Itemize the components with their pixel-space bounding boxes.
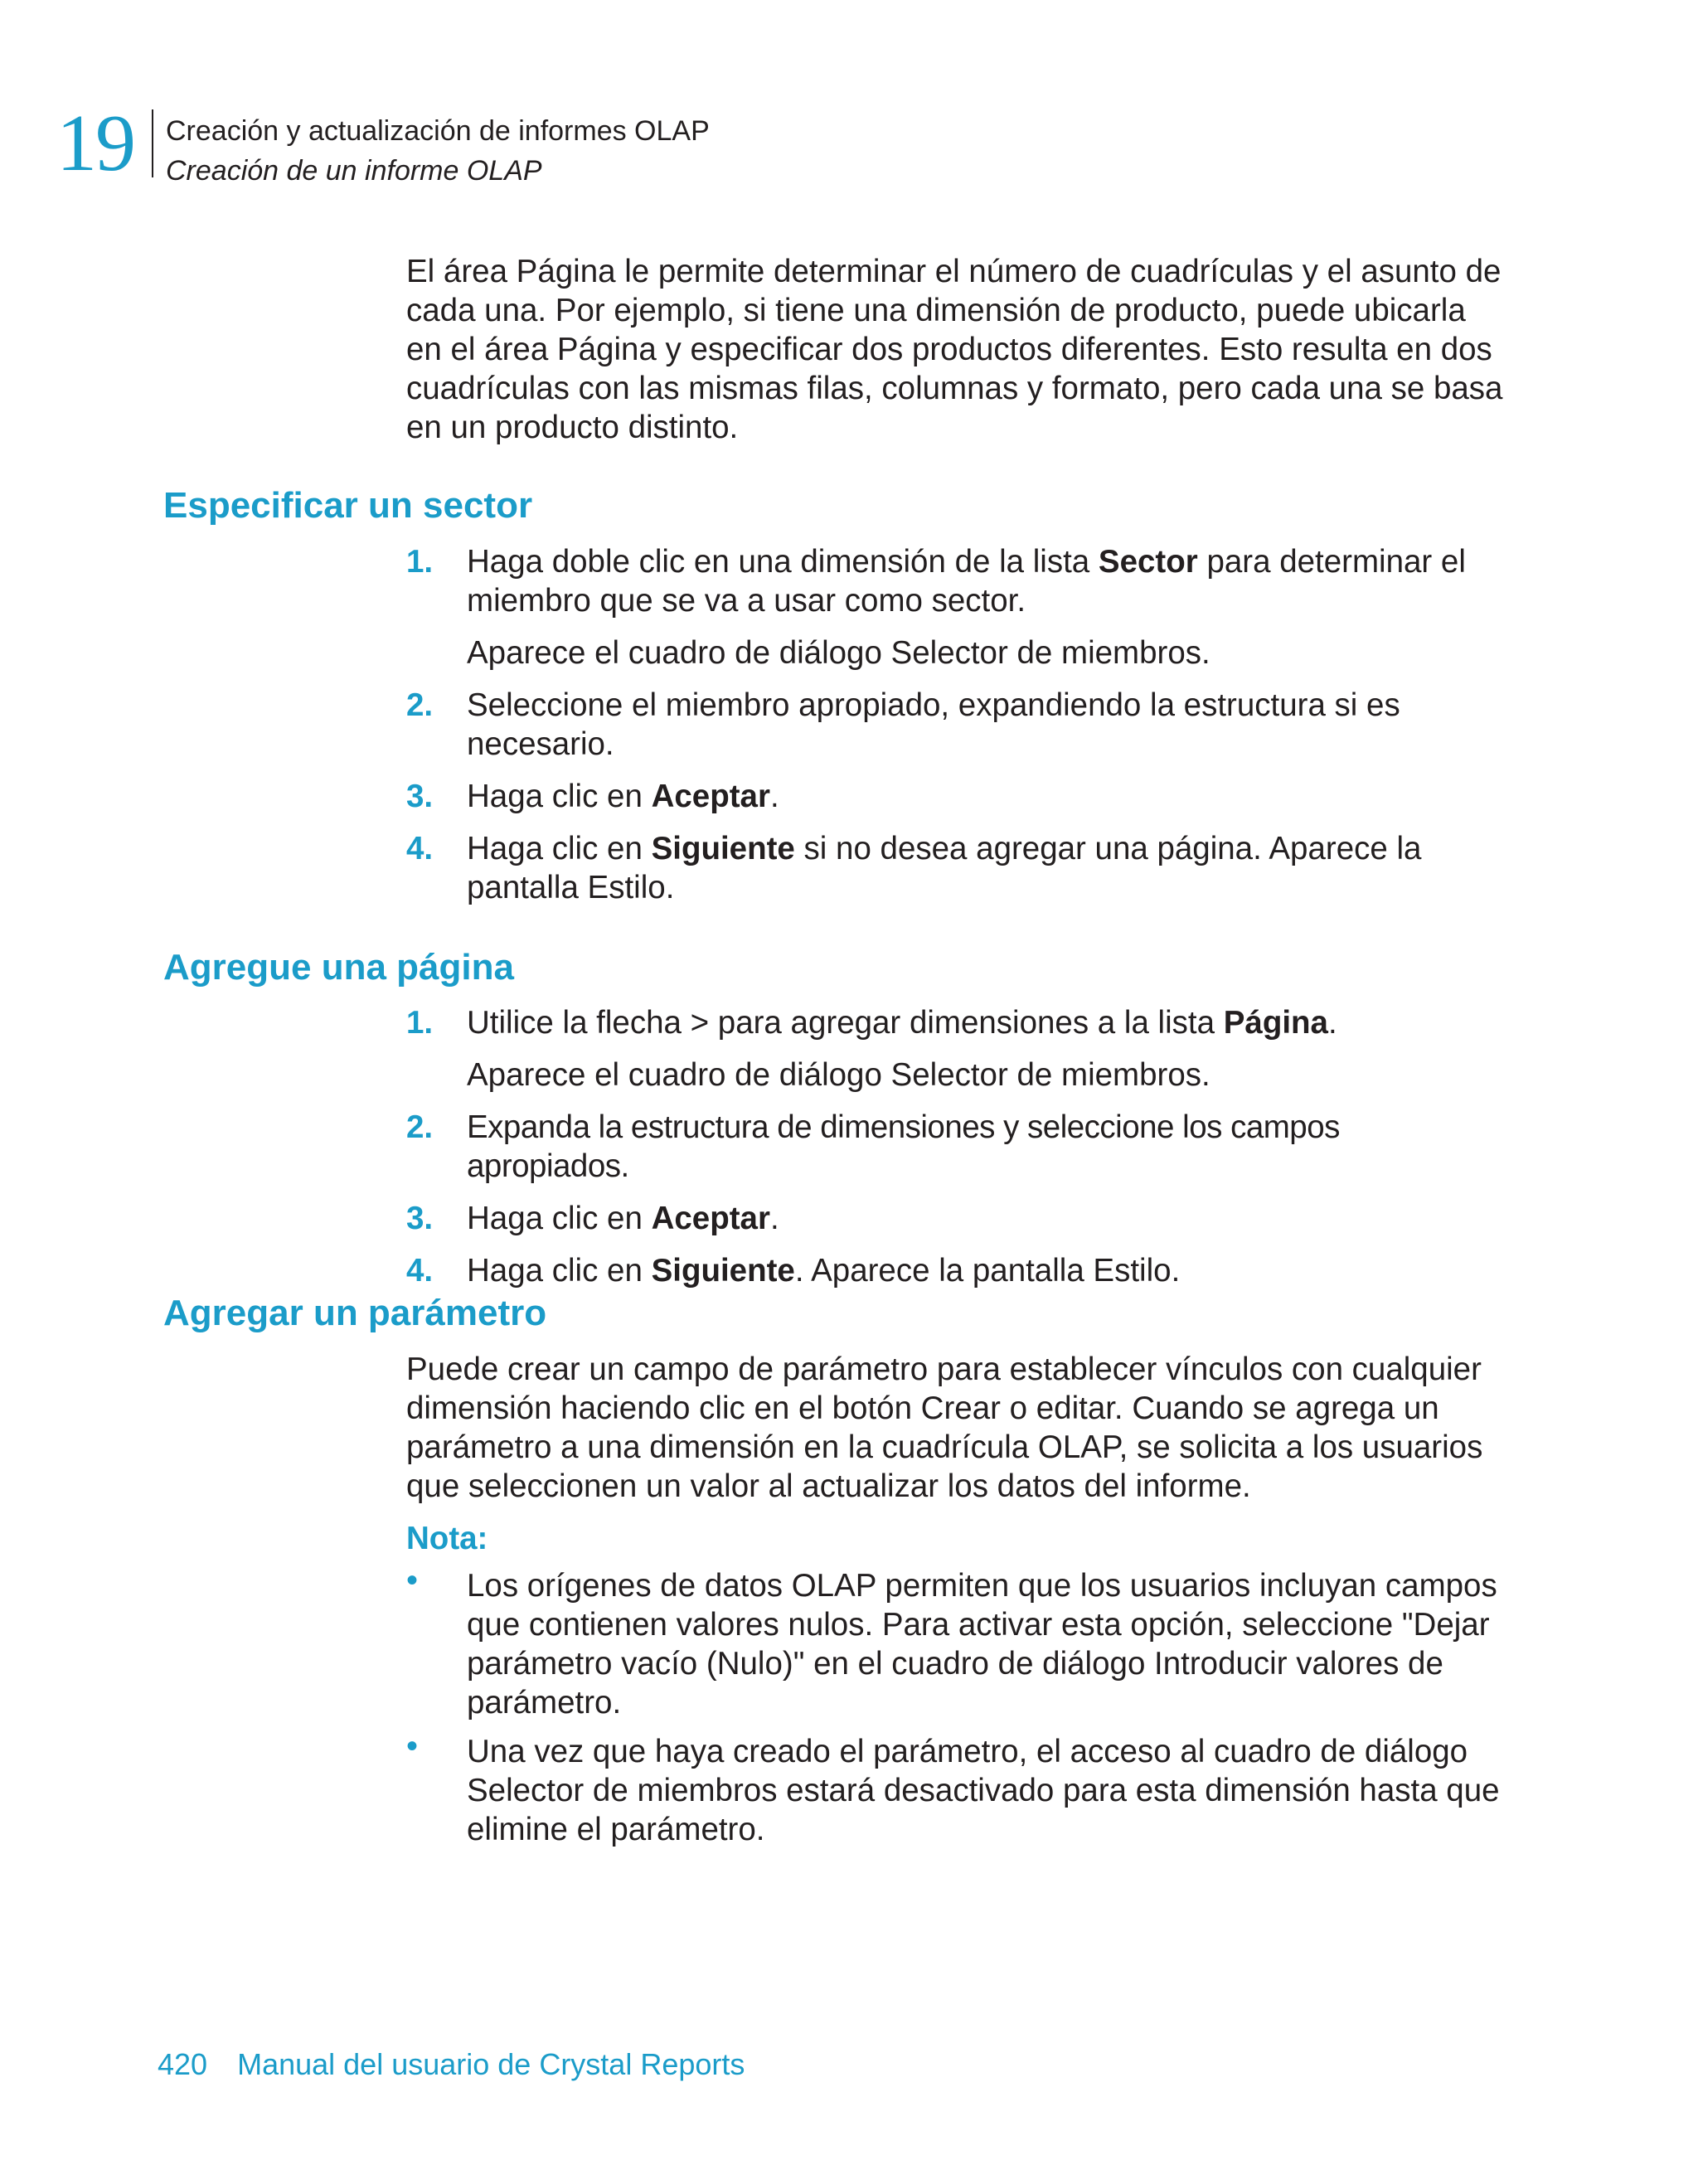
note-label: Nota:	[406, 1521, 488, 1556]
step-number: 4.	[406, 1253, 434, 1289]
step-bold: Sector	[1098, 544, 1198, 580]
step-text: .	[769, 779, 779, 814]
step-result: Aparece el cuadro de diálogo Selector de miembros.	[467, 1057, 1210, 1093]
page-footer	[158, 2045, 745, 2085]
bullet-text: Los orígenes de datos OLAP permiten que los usuarios incluyan campos que contienen valores nulos. Para activar esta opción, seleccione "Dejar parámetro vacío (Nulo)" en el cuadro de diálogo Introducir valores de parámetro.	[467, 1568, 1497, 1721]
parameter-paragraph: Puede crear un campo de parámetro para establecer vínculos con cualquier dimensión haciendo clic en el botón Crear o editar. Cuando se agrega un parámetro a una dimensión en la cuadrícula OLAP, se solicita a los usuarios que seleccionen un valor al actualizar los datos del informe.	[406, 1352, 1483, 1504]
list-item	[406, 1251, 1509, 1290]
section-title: Creación de un informe OLAP	[166, 155, 542, 187]
step-text: .	[769, 1201, 779, 1236]
page-number: 420	[158, 2047, 208, 2081]
note-bullets	[406, 1562, 1509, 1849]
list-item	[406, 1728, 1509, 1849]
step-text: Haga clic en	[467, 1253, 652, 1289]
running-header	[166, 111, 710, 191]
step-text: .	[1327, 1005, 1337, 1041]
parameter-block	[406, 1350, 1509, 1849]
step-number: 1.	[406, 1005, 434, 1041]
sector-steps-block	[406, 542, 1509, 907]
chapter-title: Creación y actualización de informes OLAP	[166, 115, 710, 147]
step-bold: Página	[1223, 1005, 1328, 1041]
bullet-icon: •	[406, 1728, 419, 1764]
step-bold: Siguiente	[651, 831, 795, 866]
list-item	[406, 1199, 1509, 1238]
list-item	[406, 686, 1509, 764]
page-steps-block	[406, 1003, 1509, 1290]
step-number: 2.	[406, 687, 434, 723]
step-number: 3.	[406, 1201, 434, 1236]
list-item	[406, 1003, 1509, 1094]
book-title: Manual del usuario de Crystal Reports	[237, 2047, 745, 2081]
step-text: Utilice la flecha > para agregar dimensiones a la lista	[467, 1005, 1224, 1041]
step-text: Expanda la estructura de dimensiones y seleccione los campos apropiados.	[467, 1109, 1340, 1184]
step-number: 3.	[406, 779, 434, 814]
step-text: Haga clic en	[467, 1201, 652, 1236]
chapter-number: 19	[56, 99, 134, 188]
page-heading: Agregue una página	[163, 947, 514, 988]
step-number: 4.	[406, 831, 434, 866]
header-divider	[152, 109, 153, 177]
step-text: Haga doble clic en una dimensión de la lista	[467, 544, 1099, 580]
intro-paragraph: El área Página le permite determinar el número de cuadrículas y el asunto de cada una. Por ejemplo, si tiene una dimensión de producto, puede ubicarla en el área Página y especificar dos productos diferentes. Esto resulta en dos cuadrículas con las mismas filas, columnas y formato, pero cada una se basa en un producto distinto.	[406, 254, 1503, 445]
parameter-heading: Agregar un parámetro	[163, 1293, 547, 1333]
step-text: Haga clic en	[467, 831, 652, 866]
list-item	[406, 777, 1509, 816]
list-item	[406, 542, 1509, 672]
sector-steps	[406, 542, 1509, 907]
list-item	[406, 1108, 1509, 1186]
list-item	[406, 1562, 1509, 1722]
page-steps	[406, 1003, 1509, 1290]
bullet-icon: •	[406, 1562, 419, 1599]
step-text: Seleccione el miembro apropiado, expandiendo la estructura si es necesario.	[467, 687, 1400, 762]
bullet-text: Una vez que haya creado el parámetro, el acceso al cuadro de diálogo Selector de miembros estará desactivado para esta dimensión hasta que elimine el parámetro.	[467, 1734, 1500, 1847]
step-text: si no desea agregar una página. Aparece la pantalla Estilo.	[467, 831, 1422, 905]
list-item	[406, 829, 1509, 907]
step-result: Aparece el cuadro de diálogo Selector de miembros.	[467, 635, 1210, 671]
step-number: 1.	[406, 544, 434, 580]
step-number: 2.	[406, 1109, 434, 1145]
sector-heading: Especificar un sector	[163, 485, 533, 526]
step-text: para determinar el miembro que se va a usar como sector.	[467, 544, 1466, 619]
step-bold: Aceptar	[651, 1201, 770, 1236]
step-bold: Aceptar	[651, 779, 770, 814]
step-text: Haga clic en	[467, 779, 652, 814]
intro-block	[406, 252, 1509, 447]
step-bold: Siguiente	[651, 1253, 795, 1289]
step-text: . Aparece la pantalla Estilo.	[794, 1253, 1181, 1289]
